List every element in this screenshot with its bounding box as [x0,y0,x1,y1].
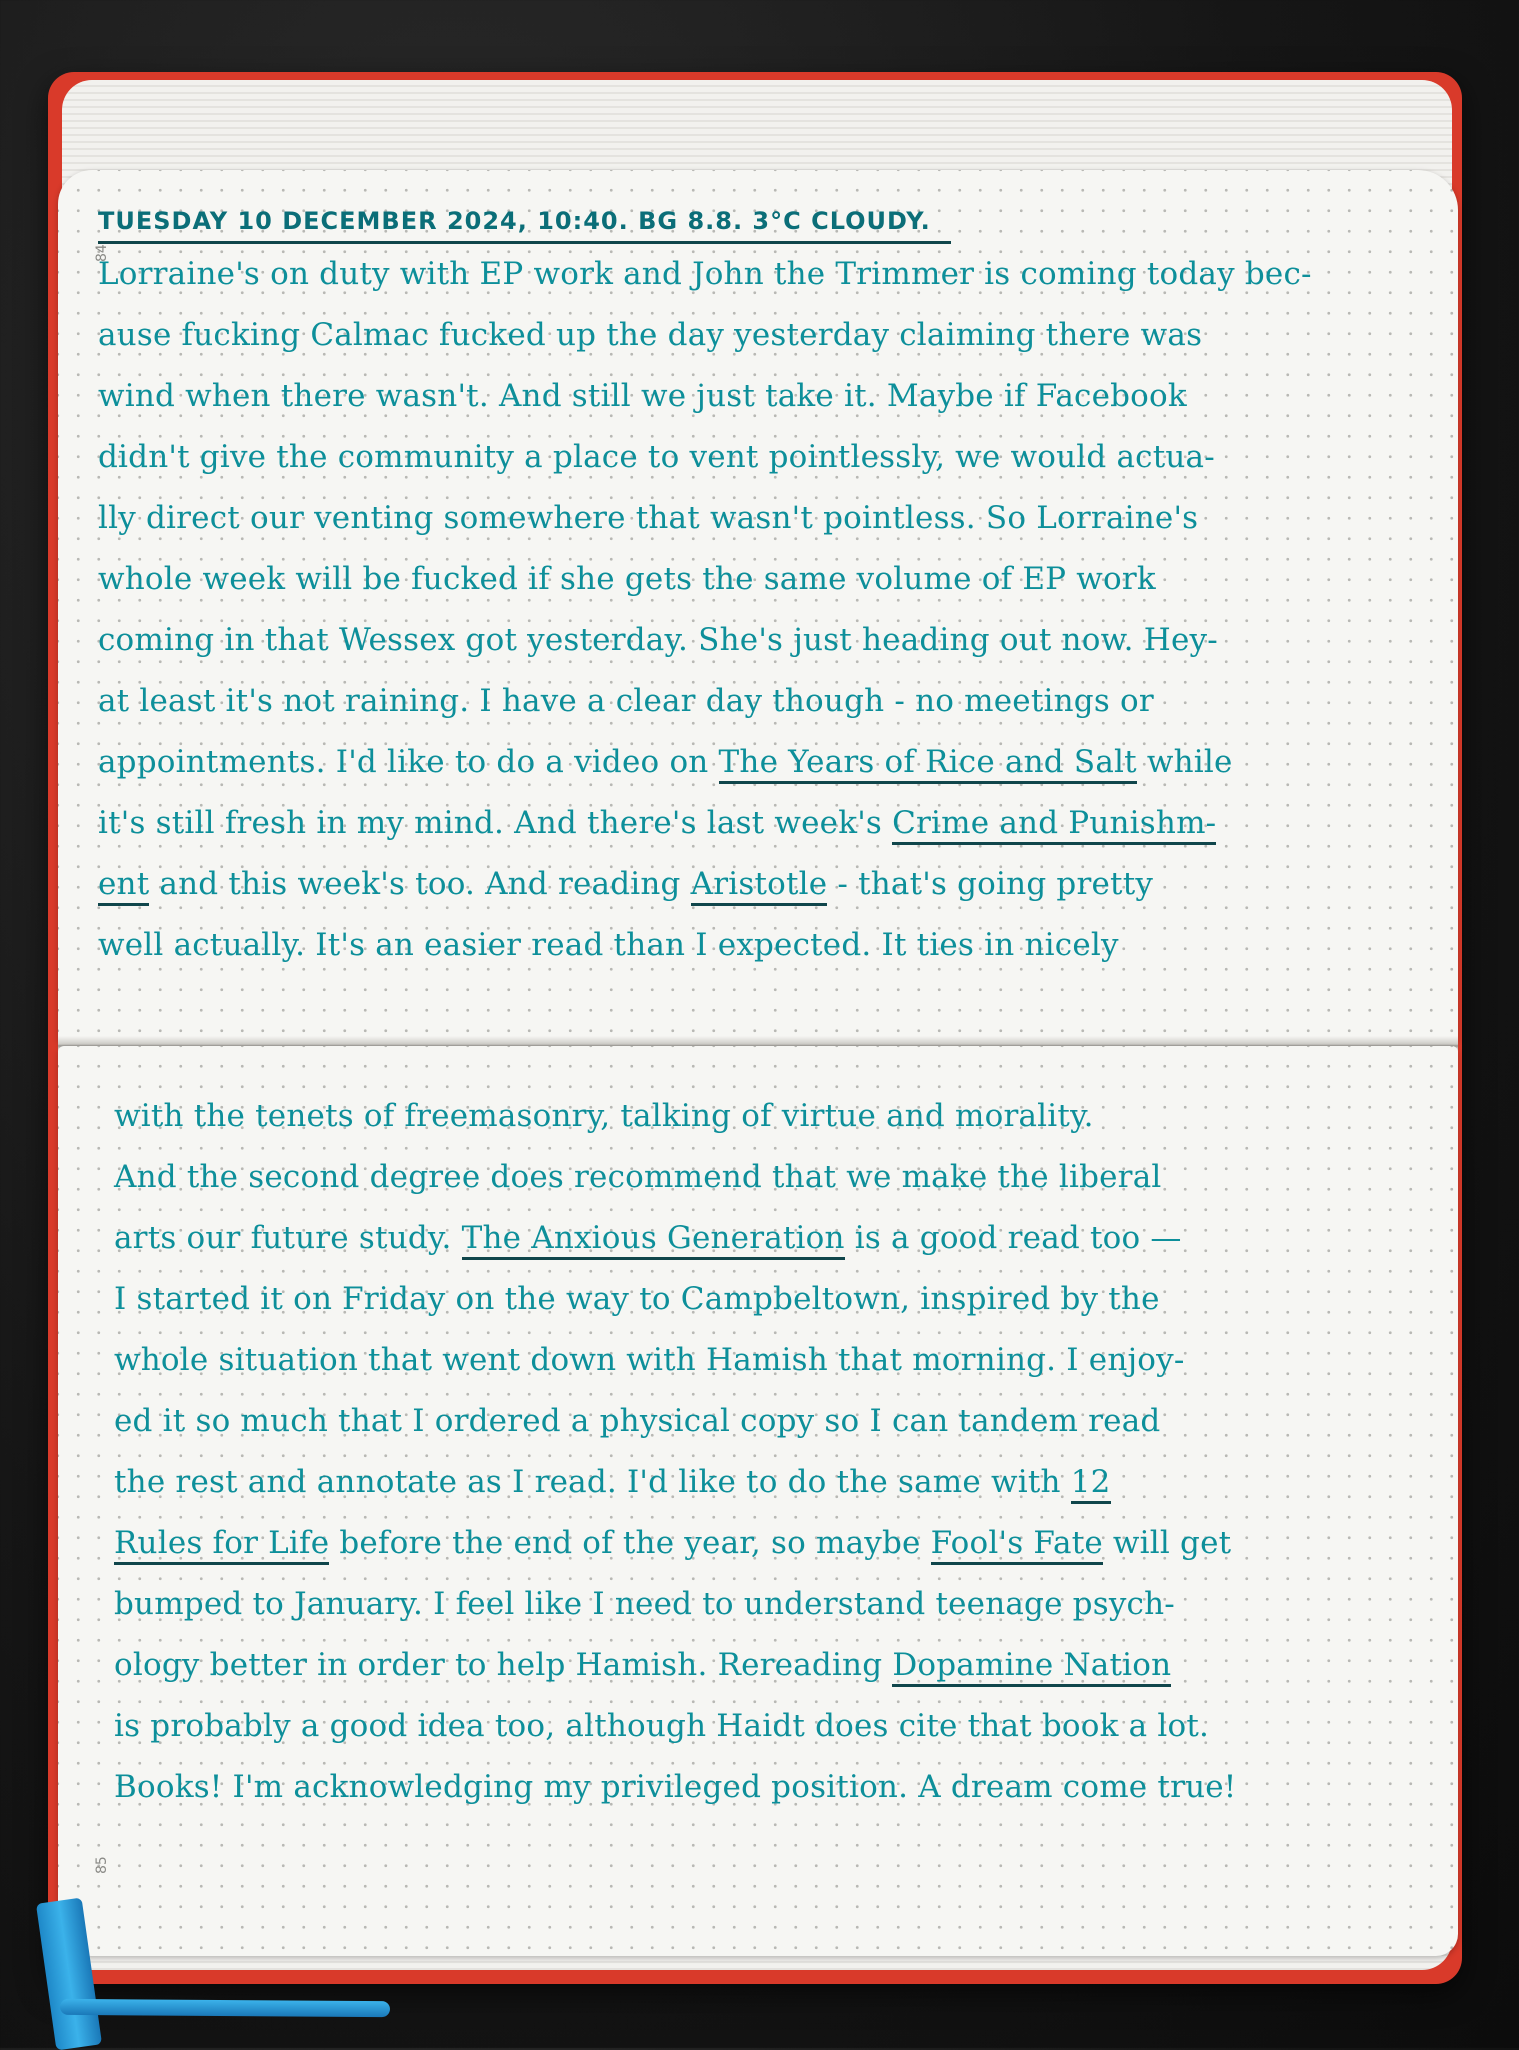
text-line [98,793,1438,854]
line-text: lly direct our venting somewhere that wasn't pointless. So Lorraine's [98,500,1199,536]
line-text: - that's going pretty [827,866,1154,902]
line-text: whole week will be fucked if she gets the same volume of EP work [98,561,1156,597]
line-text: with the tenets of freemasonry, talking of virtue and morality. [114,1098,1094,1134]
text-line [114,1147,1454,1208]
right-page [58,1046,1458,1956]
line-text: is probably a good idea too, although Haidt does cite that book a lot. [114,1708,1210,1744]
bookmark-ribbon-tail [60,1999,390,2017]
line-text: before the end of the year, so maybe [329,1525,931,1561]
line-text: well actually. It's an easier read than I expected. It ties in nicely [98,927,1119,963]
line-text: will get [1102,1525,1232,1561]
line-text: and this week's too. And reading [149,866,691,902]
entry-header: TUESDAY 10 DECEMBER 2024, 10:40. BG 8.8. 3°C CLOUDY. [98,201,951,244]
text-line [114,1391,1454,1452]
book-title: Aristotle [691,866,828,906]
text-line [114,1269,1454,1330]
page-number-top: 84 [94,244,110,262]
book-title: Crime and Punishm- [892,805,1216,845]
text-line [98,732,1438,793]
text-line [114,1574,1454,1635]
book-title: ent [98,866,149,906]
text-line [114,1208,1454,1269]
line-text: ed it so much that I ordered a physical copy so I can tandem read [114,1403,1161,1439]
book-title: The Years of Rice and Salt [719,744,1137,784]
text-line [114,1330,1454,1391]
page-number-bottom: 85 [94,1856,110,1874]
line-text: wind when there wasn't. And still we just take it. Maybe if Facebook [98,378,1187,414]
line-text: didn't give the community a place to vent pointlessly, we would actua- [98,439,1215,475]
line-text: I started it on Friday on the way to Campbeltown, inspired by the [114,1281,1160,1317]
text-line [98,244,1438,305]
book-title: Fool's Fate [931,1525,1103,1565]
text-line [114,1513,1454,1574]
line-text: at least it's not raining. I have a clear day though - no meetings or [98,683,1154,719]
text-line [98,549,1438,610]
text-line [114,1757,1454,1818]
line-text: is a good read too — [844,1220,1182,1256]
line-text: Lorraine's on duty with EP work and John the Trimmer is coming today bec- [98,256,1312,292]
line-text: arts our future study. [114,1220,462,1256]
text-line [98,366,1438,427]
text-line [98,427,1438,488]
text-line [98,305,1438,366]
line-text: appointments. I'd like to do a video on [98,744,719,780]
line-text: coming in that Wessex got yesterday. She's just heading out now. Hey- [98,622,1218,658]
line-text: the rest and annotate as I read. I'd like to do the same with [114,1464,1071,1500]
text-line [98,854,1438,915]
line-text: it's still fresh in my mind. And there's last week's [98,805,893,841]
line-text: ause fucking Calmac fucked up the day yesterday claiming there was [98,317,1203,353]
line-text: while [1136,744,1233,780]
line-text: And the second degree does recommend that we make the liberal [114,1159,1162,1195]
book-title: The Anxious Generation [462,1220,845,1260]
text-line [114,1635,1454,1696]
book-title: 12 [1071,1464,1111,1504]
bottom-page-text [114,1086,1454,1818]
book-title: Dopamine Nation [892,1647,1171,1687]
top-page-text [98,196,1438,976]
line-text: Books! I'm acknowledging my privileged position. A dream come true! [114,1769,1237,1805]
text-line [114,1086,1454,1147]
text-line [98,488,1438,549]
book-title: Rules for Life [114,1525,329,1565]
line-text: whole situation that went down with Hamish that morning. I enjoy- [114,1342,1185,1378]
left-page [58,170,1458,1044]
line-text: bumped to January. I feel like I need to understand teenage psych- [114,1586,1175,1622]
text-line [98,671,1438,732]
text-line [98,610,1438,671]
text-line [114,1696,1454,1757]
text-line [114,1452,1454,1513]
line-text: ology better in order to help Hamish. Rereading [114,1647,893,1683]
text-line [98,915,1438,976]
